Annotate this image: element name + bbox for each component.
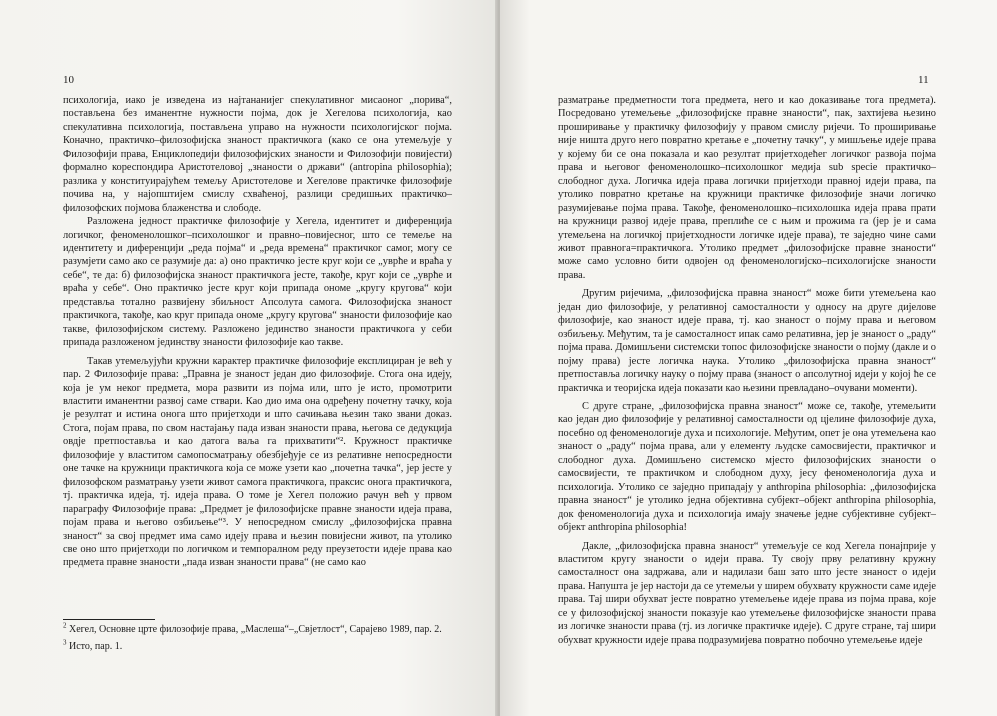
footnote xyxy=(63,621,452,637)
footnote xyxy=(63,638,452,654)
footnote-mark: 2 xyxy=(63,621,67,630)
left-page-body xyxy=(63,94,452,570)
paragraph: разматрање предметности тога предмета, него и као доказивање тога предмета). Посредовано утемељење „филозофијске правне знаности“, пак, захтијева њезино проширивање у практичку филозофију у правом смислу ријечи. То проширивање није ништа друго него повратно кретање е „почетну тачку“, у мишљење идеје права у којему би се она показала и као резултат пријетходећег логичког развоја појма права и његовог феноменолошко–психолошког медија sub specie практичко–слободног духа. Логичка идеја права логички пријетходи правној идеји права, па утолико повратно кретање на кружници практичке филозофије значи логичко разумијевање појма права. Такође, феноменолошко–психолошка идеја права прати на кружници развој идеје права, преплиће се с њим и прожима га (јер је и сама утемељена на логичкој пријетходности логичке идеје права), те заједно чине сами живот правнога=практичкога. Утолико предмет „филозофијске правне знаности“ може само условно бити одвојен од феноменологијско–психологијске знаности права. xyxy=(558,95,936,281)
footnote-text: Исто, пар. 1. xyxy=(69,640,123,652)
footnote-mark: 3 xyxy=(63,638,67,647)
right-page-body xyxy=(558,94,936,647)
footnote-rule xyxy=(63,619,155,620)
footnote-text: Хегел, Основне црте филозофије права, „Маслеша“–„Свјетлост“, Сарајево 1989, пар. 2. xyxy=(69,624,442,635)
left-page xyxy=(0,0,497,716)
paragraph: Другим ријечима, „филозофијска правна знаност“ може бити утемељена као један дио филозофије, у релативној самосталности у односу на друге дијелове филозофије, као знаност идеје права, тј. као знаност о појму права и његовом озбиљењу. Међутим, та је самосталност ипак само релативна, јер је знаност о „раду“ појма права. Домишљени системски топос филозофијске знаности о појму (дакле и о појму права) јесте логичка наука. Утолико „филозофијска правна знаност“ претпоставља логичку науку о појму права (знаност о апсолутној идеји у којој ће се практичка и теоријска идеја показати као њезини превладано–очувани моменти). xyxy=(558,288,936,394)
footnotes xyxy=(63,621,452,657)
paragraph: С друге стране, „филозофијска правна знаност“ може се, такође, утемељити као један дио филозофије у релативној самосталности од цјелине филозофије духа, посебно од феноменологије духа и психологије. Међутим, опет је она утемељена као знаност о „раду“ појма права, али у елементу људске самосвијести, практичког и слободног духа. Домишљено системско мјесто филозофијских знаности о самосвијести, те практичком и слободном духу, јесу феноменологија духа и психологија. Утолико се заједно припадају у anthropina philosophia: „филозофијска правна знаност“ је утолико једна објективна субјект–објект anthropina philosophia, док феноменологија духа и психологија имају значење једне субјективне субјект–објект anthropina philosophia! xyxy=(558,400,936,534)
paragraph: психологија, иако је изведена из најтананијег спекулативног мисаоног „порива“, постављена без иманентне нужности појма, док је Хегелова психологија, као спекулативна психологија, постављена управо на нужности психологијског појма. Коначно, практичко–филозофијска знаност практичкога (како се она утемељује у Филозофији права, Енциклопедији филозофијских знаности и Филозофији повијести) формално кореспондира Аристотеловој „знаности о држави“ (antropina philosophia); разлика у конституирајућем темељу Аристотелове и Хегелове практичке филозофије почива на, у најопштијем смислу схваћеној, разлици средишњих практичко–филозофских појмова блаженства и слободе. xyxy=(63,95,452,214)
page-number-right: 11 xyxy=(918,74,929,86)
paragraph: Дакле, „филозофијска правна знаност“ утемељује се код Хегела понајприје у властитом кругу знаности о идеји права. Ту своју прву релативну кружну самосталност она задржава, али и надилази баш зато што јесте знаност о идеји права. Напушта је јер настоји да се утемељи у ширем обухвату кружности саме идеје права. Тај шири обухват јесте повратно утемељење идеје права из појма права, које се у филозофијској знаности показује као утемељење филозофијске знаности права из логичке знаности права (тј. из логичке практичке идеје). С друге стране, тај шири обухват кружности идеје права подразумијева повратно побочно утемељење идеје xyxy=(558,540,936,646)
paragraph: Разложена једност практичке филозофије у Хегела, идентитет и диференција логичког, феноменолошког–психолошког и правно–повијесног, што се темеље на идентитету и диференцији „реда појма“ и „реда времена“ практичког самог, могу се разумјети само ако се разумије да: а) оно практичко јесте круг који се „уврће и враћа у себе“, те да: б) филозофијска знаност практичкога јесте, такође, круг који се „уврће и враћа у себе“. Оно практичко јесте круг који припада ономе „кругу кругова“ који представља тотално развијену збиљност Апсолута самога. Филозофијска знаност практичкога, такође, као круг припада ономе „кругу кругова“ знаности филозофије као такве, филозофијском систему. Разложено јединство знаности практичкога у себи припада разложеном јединству знаности филозофије као такве. xyxy=(63,216,452,349)
page-number-left: 10 xyxy=(63,74,74,86)
paragraph: Такав утемељујући кружни карактер практичке филозофије експлициран је већ у пар. 2 Филозофије права: „Правна је знаност један дио филозофије. Стога она идеју, која је ум неког предмета, мора развити из појма или, што је исто, промотрити властити иманентни развој саме ствари. Као дио има она одређену почетну тачку, која је резултат и истина онога што пријетходи и што сачињава њезин тако звани доказ. Стога, појам права, по свом настајању пада изван знаности права, његова се дедукција овдје претпоставља и као датога ваља га прихватити“². Кружност практичке филозофије у властитом самопосматрању обезбјеђује се из релативне непосредности оне тачке на кружници практичкога која се може узети као „почетна тачка“, јер јесте у филозофском разматрању узети живот самога практичкога, праксис онога практичкога, тј. практичка идеја, тј. идеја права. О томе је Хегел положио рачун већ у првом параграфу Филозофије права: „Предмет је филозофијске правне знаности идеја права, појам права и његово озбиљење“³. У непосредном смислу „филозофијска правна знаност“ за свој предмет има само идеју права и њезин повијесни живот, па утолико све оно што пријетходи по логичком и темпоралном реду преузетости идеје права као предмета правне знаности „пада изван знаности права“ (не само као xyxy=(63,355,452,569)
